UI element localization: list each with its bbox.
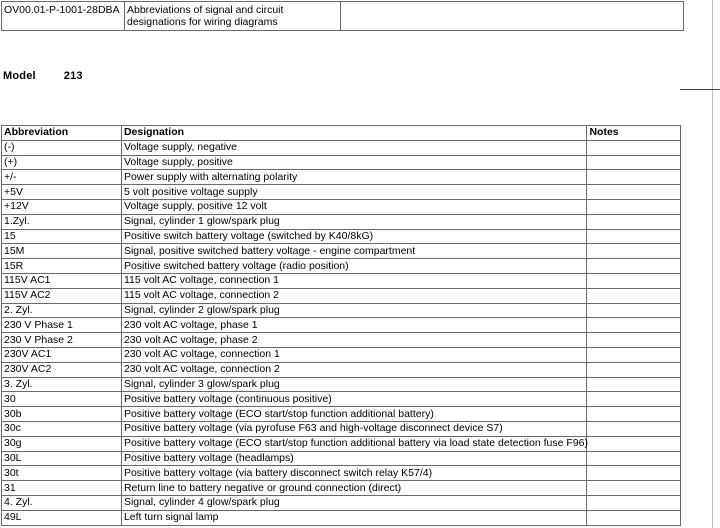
- table-row: [2, 421, 681, 436]
- notes-cell: [587, 244, 681, 259]
- abbreviation-cell: 230 V Phase 2: [2, 333, 122, 348]
- table-row: [2, 288, 681, 303]
- table-row: [2, 407, 681, 422]
- designation-cell: Positive battery voltage (continuous positive): [121, 392, 587, 407]
- designation-cell: Positive battery voltage (headlamps): [121, 451, 587, 466]
- notes-cell: [587, 466, 681, 481]
- designation-cell: Left turn signal lamp: [121, 510, 587, 525]
- designation-cell: Signal, positive switched battery voltage - engine compartment: [121, 244, 587, 259]
- table-row: [2, 199, 681, 214]
- abbreviation-cell: +12V: [2, 199, 122, 214]
- table-row: [2, 155, 681, 170]
- table-row: [2, 333, 681, 348]
- notes-cell: [587, 303, 681, 318]
- table-row: [2, 303, 681, 318]
- notes-cell: [587, 436, 681, 451]
- abbreviation-cell: +5V: [2, 185, 122, 200]
- designation-cell: 115 volt AC voltage, connection 2: [121, 288, 587, 303]
- notes-cell: [587, 155, 681, 170]
- abbreviation-cell: 4. Zyl.: [2, 495, 122, 510]
- designation-cell: Positive battery voltage (ECO start/stop function additional battery via load state detection fuse F96): [121, 436, 587, 451]
- abbreviation-cell: 30: [2, 392, 122, 407]
- designation-cell: Power supply with alternating polarity: [121, 170, 587, 185]
- abbreviation-cell: 15R: [2, 259, 122, 274]
- notes-cell: [587, 347, 681, 362]
- abbreviation-cell: 115V AC1: [2, 273, 122, 288]
- designation-cell: Voltage supply, negative: [121, 140, 587, 155]
- designation-cell: Signal, cylinder 4 glow/spark plug: [121, 495, 587, 510]
- designation-cell: 230 volt AC voltage, connection 1: [121, 347, 587, 362]
- table-row: [2, 495, 681, 510]
- abbreviation-cell: (+): [2, 155, 122, 170]
- page-right-edge-divider: [712, 0, 713, 528]
- notes-cell: [587, 273, 681, 288]
- designation-cell: Return line to battery negative or ground connection (direct): [121, 481, 587, 496]
- designation-cell: Positive switched battery voltage (radio position): [121, 259, 587, 274]
- notes-cell: [587, 481, 681, 496]
- notes-cell: [587, 510, 681, 525]
- abbreviation-cell: 30b: [2, 407, 122, 422]
- table-row: [2, 214, 681, 229]
- notes-cell: [587, 259, 681, 274]
- document-reference: OV00.01-P-1001-28DBA: [2, 2, 125, 31]
- table-row: [2, 170, 681, 185]
- abbreviation-cell: 30g: [2, 436, 122, 451]
- notes-cell: [587, 214, 681, 229]
- table-row: [2, 510, 681, 525]
- table-row: [2, 318, 681, 333]
- document-header-blank-cell: [341, 2, 684, 31]
- abbreviation-cell: 15: [2, 229, 122, 244]
- table-row: [2, 347, 681, 362]
- notes-cell: [587, 318, 681, 333]
- notes-cell: [587, 288, 681, 303]
- designation-cell: 5 volt positive voltage supply: [121, 185, 587, 200]
- table-row: [2, 229, 681, 244]
- notes-cell: [587, 185, 681, 200]
- abbreviations-table-body: [2, 140, 681, 525]
- designation-cell: Positive switch battery voltage (switched by K40/8kG): [121, 229, 587, 244]
- abbreviation-cell: 2. Zyl.: [2, 303, 122, 318]
- abbreviation-cell: 30t: [2, 466, 122, 481]
- model-heading: [3, 70, 83, 82]
- designation-cell: 115 volt AC voltage, connection 1: [121, 273, 587, 288]
- model-label: Model: [3, 70, 36, 82]
- abbreviation-cell: 1.Zyl.: [2, 214, 122, 229]
- designation-cell: Voltage supply, positive: [121, 155, 587, 170]
- table-row: [2, 362, 681, 377]
- abbreviation-cell: 230V AC2: [2, 362, 122, 377]
- abbreviation-cell: 230V AC1: [2, 347, 122, 362]
- document-title-line-2: designations for wiring diagrams: [127, 16, 278, 28]
- table-row: [2, 273, 681, 288]
- designation-cell: Positive battery voltage (ECO start/stop function additional battery): [121, 407, 587, 422]
- notes-cell: [587, 362, 681, 377]
- notes-cell: [587, 407, 681, 422]
- column-header-notes: Notes: [587, 126, 681, 141]
- designation-cell: 230 volt AC voltage, phase 2: [121, 333, 587, 348]
- table-row: [2, 244, 681, 259]
- abbreviation-cell: 31: [2, 481, 122, 496]
- notes-cell: [587, 199, 681, 214]
- table-row: [2, 377, 681, 392]
- notes-cell: [587, 495, 681, 510]
- designation-cell: Positive battery voltage (via battery disconnect switch relay K57/4): [121, 466, 587, 481]
- designation-cell: Signal, cylinder 1 glow/spark plug: [121, 214, 587, 229]
- table-row: [2, 140, 681, 155]
- abbreviation-cell: 230 V Phase 1: [2, 318, 122, 333]
- designation-cell: 230 volt AC voltage, phase 1: [121, 318, 587, 333]
- abbreviation-cell: 49L: [2, 510, 122, 525]
- notes-cell: [587, 170, 681, 185]
- table-row: [2, 185, 681, 200]
- table-row: [2, 451, 681, 466]
- notes-cell: [587, 377, 681, 392]
- table-row: [2, 259, 681, 274]
- designation-cell: Signal, cylinder 3 glow/spark plug: [121, 377, 587, 392]
- notes-cell: [587, 421, 681, 436]
- model-heading-rule: [680, 89, 720, 90]
- document-header: [1, 1, 684, 31]
- abbreviation-cell: 30L: [2, 451, 122, 466]
- abbreviation-cell: 3. Zyl.: [2, 377, 122, 392]
- document-title-line-1: Abbreviations of signal and circuit: [127, 4, 284, 16]
- designation-cell: 230 volt AC voltage, connection 2: [121, 362, 587, 377]
- abbreviation-cell: +/-: [2, 170, 122, 185]
- abbreviation-cell: 115V AC2: [2, 288, 122, 303]
- table-row: [2, 481, 681, 496]
- model-number: 213: [63, 70, 83, 82]
- abbreviations-table: [1, 125, 681, 526]
- designation-cell: Positive battery voltage (via pyrofuse F63 and high-voltage disconnect device S7): [121, 421, 587, 436]
- column-header-designation: Designation: [121, 126, 587, 141]
- document-title: [125, 2, 341, 31]
- column-header-abbreviation: Abbreviation: [2, 126, 122, 141]
- abbreviation-cell: 30c: [2, 421, 122, 436]
- designation-cell: Signal, cylinder 2 glow/spark plug: [121, 303, 587, 318]
- abbreviation-cell: (-): [2, 140, 122, 155]
- notes-cell: [587, 392, 681, 407]
- notes-cell: [587, 229, 681, 244]
- table-row: [2, 436, 681, 451]
- abbreviation-cell: 15M: [2, 244, 122, 259]
- notes-cell: [587, 333, 681, 348]
- notes-cell: [587, 451, 681, 466]
- document-header-row: [2, 2, 684, 31]
- table-header-row: [2, 126, 681, 141]
- table-row: [2, 466, 681, 481]
- notes-cell: [587, 140, 681, 155]
- designation-cell: Voltage supply, positive 12 volt: [121, 199, 587, 214]
- table-row: [2, 392, 681, 407]
